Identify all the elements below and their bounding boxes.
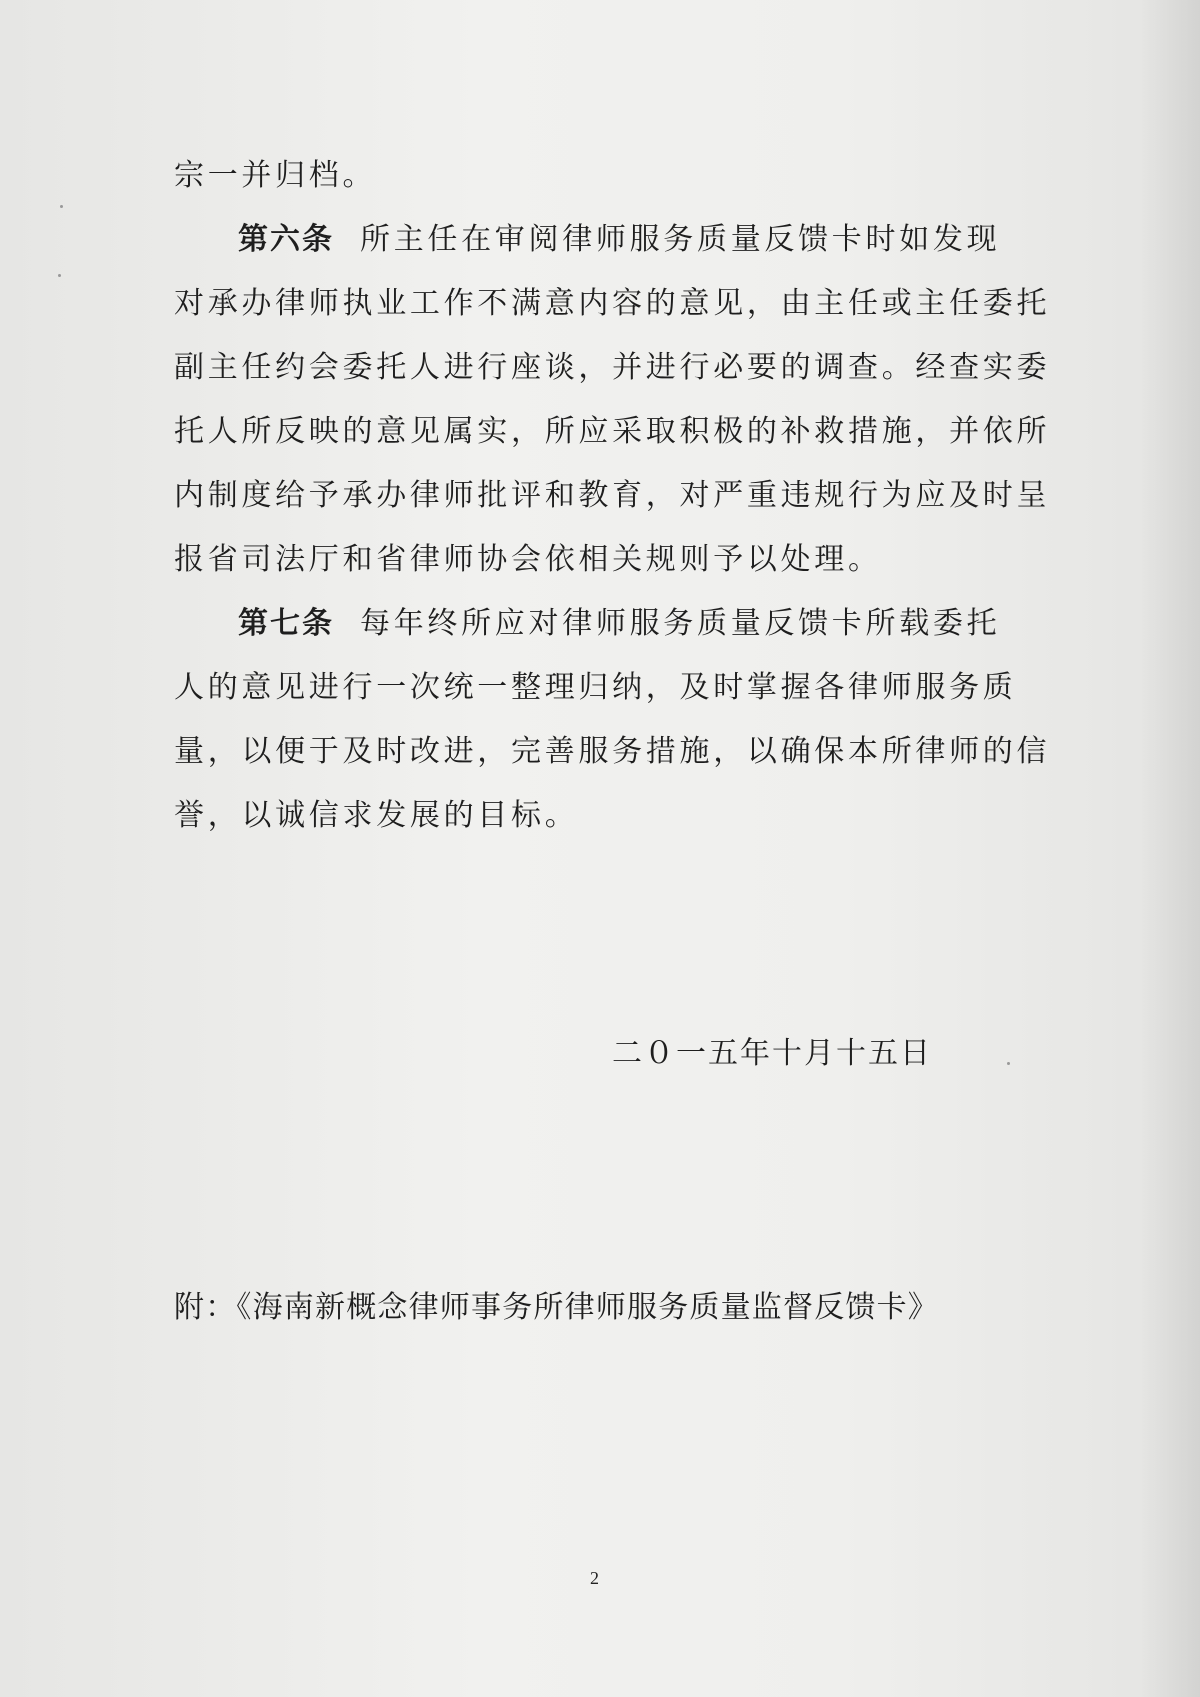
article-7-line-2: 人的意见进行一次统一整理归纳，及时掌握各律师服务质 xyxy=(174,670,1017,705)
article-6-line-4: 托人所反映的意见属实，所应采取积极的补救措施，并依所 xyxy=(174,414,1051,449)
page-edge-shadow xyxy=(1140,0,1200,1697)
article-6-line-2: 对承办律师执业工作不满意内容的意见，由主任或主任委托 xyxy=(174,286,1051,321)
article-7-first-line xyxy=(238,606,1000,642)
page-number: 2 xyxy=(590,1568,599,1588)
article-7-line-3: 量，以便于及时改进，完善服务措施，以确保本所律师的信 xyxy=(174,734,1051,769)
article-6-label: 第六条 xyxy=(238,222,334,257)
article-6-line-3: 副主任约会委托人进行座谈，并进行必要的调查。经查实委 xyxy=(174,350,1051,385)
continued-text-line: 宗一并归档。 xyxy=(174,158,377,193)
attachment-note: 附：《海南新概念律师事务所律师服务质量监督反馈卡》 xyxy=(174,1290,939,1325)
paper-speck xyxy=(1007,1062,1010,1065)
article-7-label: 第七条 xyxy=(238,606,334,641)
article-6-line-5: 内制度给予承办律师批评和教育，对严重违规行为应及时呈 xyxy=(174,478,1051,513)
article-7-line-4: 誉，以诚信求发展的目标。 xyxy=(174,798,579,833)
article-6-first-line xyxy=(238,222,1000,258)
document-date: 二０一五年十月十五日 xyxy=(612,1036,932,1071)
article-6-line-1: 所主任在审阅律师服务质量反馈卡时如发现 xyxy=(360,222,1001,257)
article-7-line-1: 每年终所应对律师服务质量反馈卡所载委托 xyxy=(360,606,1001,641)
paper-speck xyxy=(60,205,63,208)
article-6-line-6: 报省司法厅和省律师协会依相关规则予以处理。 xyxy=(174,542,882,577)
paper-speck xyxy=(58,274,61,277)
